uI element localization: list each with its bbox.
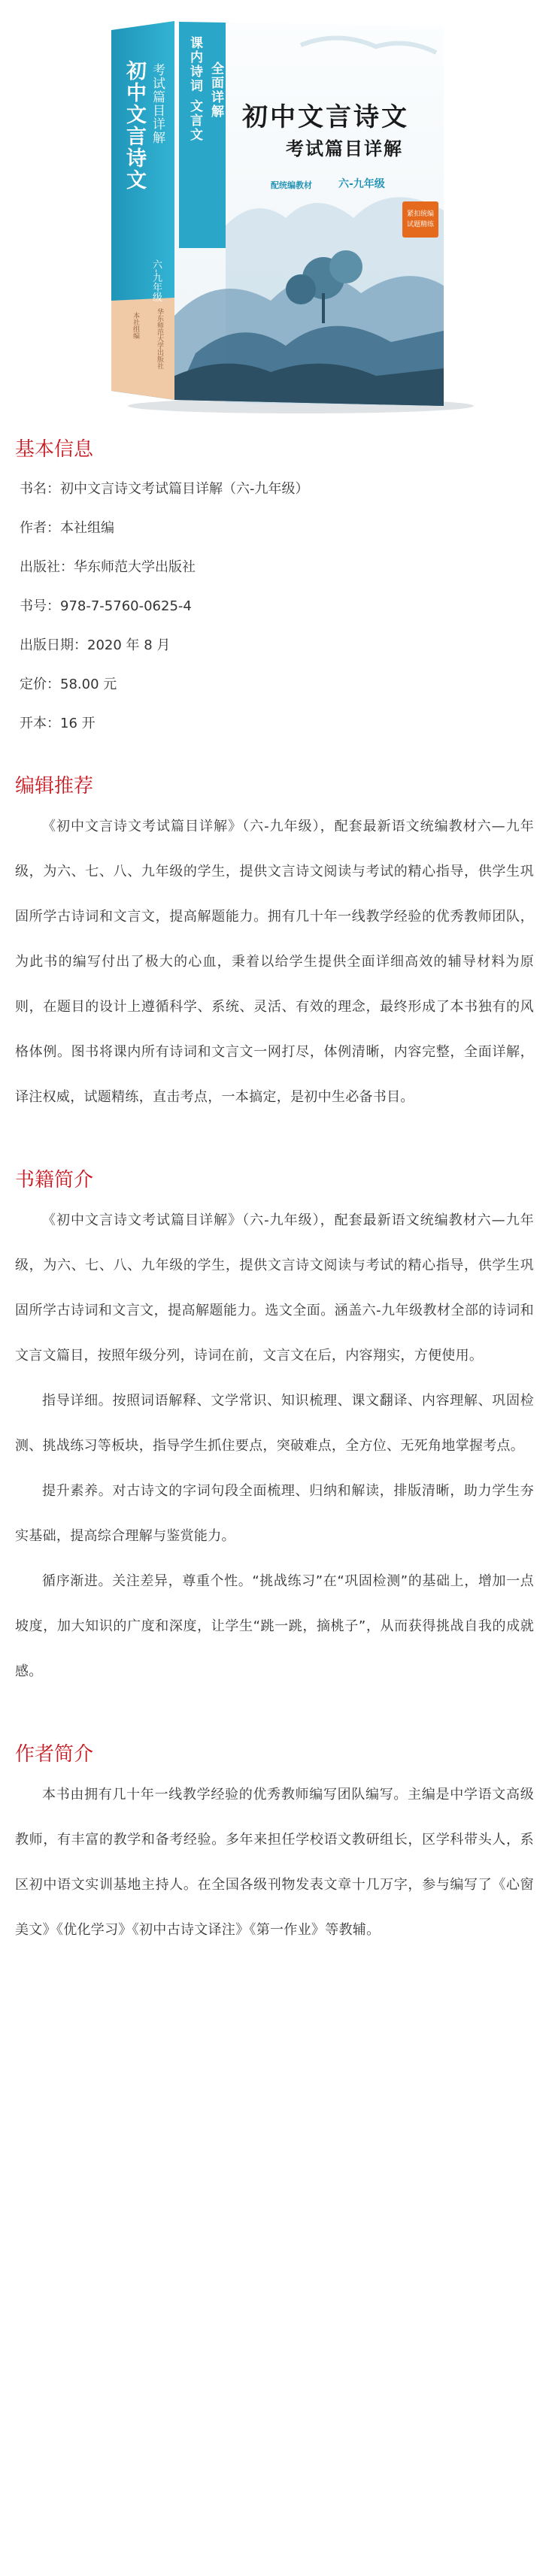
intro-paragraph-3: 提升素养。对古诗文的字词句段全面梳理、归纳和解读，排版清晰，助力学生夯实基础，提高综合理解与鉴赏能力。 <box>15 1483 534 1544</box>
badge-line-1: 紧扣统编 <box>406 210 434 218</box>
cover-band-text-2: 全面详解 <box>208 62 223 119</box>
intro-paragraph-2: 指导详细。按照词语解释、文学常识、知识梳理、课文翻译、内容理解、巩固检测、挑战练习等板块，指导学生抓住要点，突破难点，全方位、无死角地掌握考点。 <box>15 1393 534 1454</box>
spine-series: 本社组编 <box>132 312 139 339</box>
badge-line-2: 试题精练 <box>406 221 434 229</box>
intro-paragraph-4: 循序渐进。关注差异，尊重个性。“挑战练习”在“巩固检测”的基础上，增加一点坡度，加大知识的广度和深度，让学生“跳一跳，摘桃子”，从而获得挑战自我的成就感。 <box>15 1573 534 1679</box>
cover-subtitle: 考试篇目详解 <box>286 138 403 159</box>
info-author: 作者：本社组编 <box>20 520 114 536</box>
section-heading-intro: 书籍简介 <box>15 1169 94 1191</box>
cover-title: 初中文言诗文 <box>242 102 409 132</box>
section-heading-basic: 基本信息 <box>15 438 94 461</box>
section-recommend <box>0 771 549 1120</box>
info-price: 定价：58.00 元 <box>20 677 117 692</box>
spine-publisher: 华东师范大学出版社 <box>156 308 163 369</box>
section-heading-author: 作者简介 <box>15 1743 94 1766</box>
book-spine-lower <box>111 298 174 400</box>
intro-paragraph-1: 《初中文言诗文考试篇目详解》（六-九年级），配套最新语文统编教材六—九年级，为六、七、八、九年级的学生，提供文言诗文阅读与考试的精心指导，供学生巩固所学古诗词和文言文，提高解题能力。选文全面。涵盖六-九年级教材全部的诗词和文言文篇目，按照年级分列，诗词在前，文言文在后，内容翔实，方便使用。 <box>15 1212 534 1364</box>
info-date: 出版日期：2020 年 8 月 <box>20 637 171 653</box>
section-author <box>0 1739 549 1953</box>
info-title: 书名：初中文言诗文考试篇目详解（六-九年级） <box>20 481 309 497</box>
cover-edition: 配统编教材 <box>271 180 312 190</box>
recommend-paragraph: 《初中文言诗文考试篇目详解》（六-九年级），配套最新语文统编教材六—九年级，为六、七、八、九年级的学生，提供文言诗文阅读与考试的精心指导，供学生巩固所学古诗词和文言文，提高解题能力。拥有几十年一线教学经验的优秀教师团队，为此书的编写付出了极大的心血，秉着以给学生提供全面详细高效的辅导材料为原则，在题目的设计上遵循科学、系统、灵活、有效的理念，最终形成了本书独有的风格体例。图书将课内所有诗词和文言文一网打尽，体例清晰，内容完整，全面详解，译注权威，试题精练，直击考点，一本搞定，是初中生必备书目。 <box>15 819 534 1105</box>
info-format: 开本：16 开 <box>20 716 96 731</box>
section-basic-info <box>0 434 549 734</box>
info-publisher: 出版社：华东师范大学出版社 <box>20 559 196 575</box>
section-intro <box>0 1165 549 1694</box>
cover-grade: 六-九年级 <box>338 178 385 190</box>
author-paragraph: 本书由拥有几十年一线教学经验的优秀教师编写团队编写。主编是中学语文高级教师，有丰富的教学和备考经验。多年来担任学校语文教研组长，区学科带头人，系区初中语文实训基地主持人。在全国各级刊物发表文章十几万字，参与编写了《心窗美文》《优化学习》《初中古诗文译注》《第一作业》等教辅。 <box>15 1787 534 1938</box>
content <box>0 421 549 1953</box>
spine-subtitle: 考试篇目详解 <box>150 63 165 144</box>
cover-band-text-1: 课内诗词 文言文 <box>187 36 202 142</box>
basic-info-list <box>15 480 534 734</box>
info-isbn: 书号：978-7-5760-0625-4 <box>20 598 192 614</box>
cover-badge <box>402 201 438 238</box>
spine-grade: 六-九年级 <box>150 259 162 302</box>
spine-title: 初中文言诗文 <box>123 60 146 191</box>
book-cover <box>0 0 549 421</box>
section-heading-recommend: 编辑推荐 <box>15 775 94 798</box>
book-cover-illustration <box>0 0 549 421</box>
